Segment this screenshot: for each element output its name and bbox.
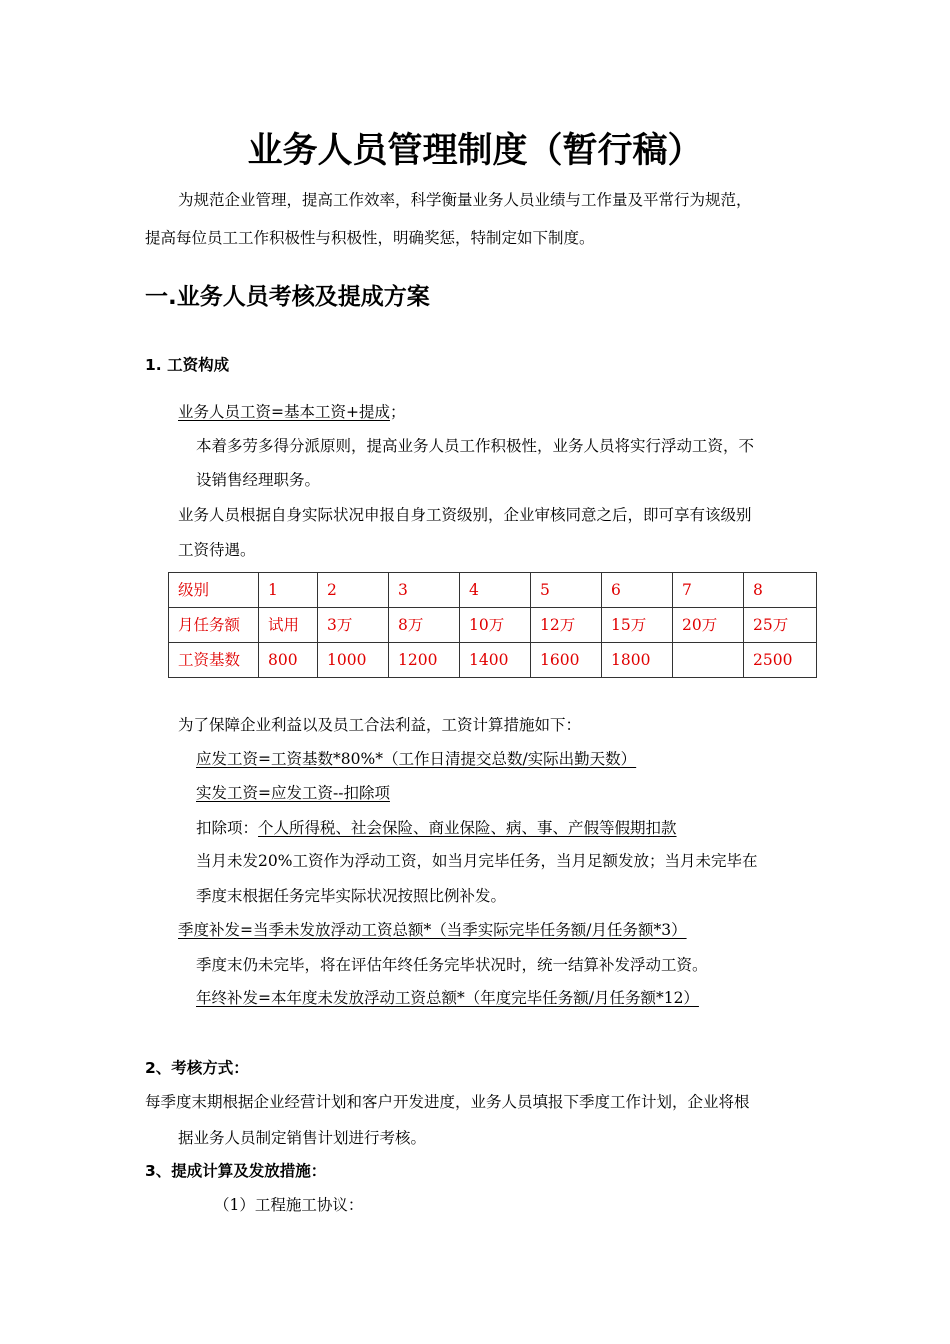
table-cell: 1600 bbox=[531, 643, 602, 678]
table-cell: 8 bbox=[744, 573, 817, 608]
wage-formula: 业务人员工资=基本工资+提成 bbox=[178, 403, 390, 421]
deduct-items: 个人所得税、社会保险、商业保险、病、事、产假等假期扣款 bbox=[258, 819, 677, 837]
assessment-line-1: 每季度末期根据企业经营计划和客户开发进度，业务人员填报下季度工作计划，企业将根 bbox=[145, 1093, 750, 1111]
table-cell: 2 bbox=[318, 573, 389, 608]
document-title: 业务人员管理制度（暂行稿） bbox=[247, 131, 703, 171]
table-cell: 1000 bbox=[318, 643, 389, 678]
float-rule-line-2: 季度末根据任务完毕实际状况按照比例补发。 bbox=[196, 887, 507, 905]
wage-level-table bbox=[168, 572, 817, 678]
quarter-note: 季度末仍未完毕，将在评估年终任务完毕状况时，统一结算补发浮动工资。 bbox=[196, 956, 708, 974]
level-apply-line-1: 业务人员根据自身实际状况申报自身工资级别，企业审核同意之后，即可享有该级别 bbox=[178, 506, 752, 524]
table-cell: 5 bbox=[531, 573, 602, 608]
section-heading: 一.业务人员考核及提成方案 bbox=[145, 284, 430, 310]
deduct-line bbox=[196, 818, 677, 838]
deduct-label: 扣除项： bbox=[196, 819, 259, 837]
assessment-line-2: 据业务人员制定销售计划进行考核。 bbox=[178, 1129, 427, 1147]
calc-lead: 为了保障企业利益以及员工合法利益，工资计算措施如下： bbox=[178, 716, 582, 734]
quarter-bonus-formula: 季度补发=当季未发放浮动工资总额*（当季实际完毕任务额/月任务额*3） bbox=[178, 921, 687, 939]
table-cell: 1200 bbox=[389, 643, 460, 678]
table-cell: 3万 bbox=[318, 608, 389, 643]
table-cell bbox=[673, 643, 744, 678]
wage-formula-punct: ； bbox=[389, 403, 406, 421]
table-cell: 10万 bbox=[460, 608, 531, 643]
table-cell: 20万 bbox=[673, 608, 744, 643]
table-cell: 25万 bbox=[744, 608, 817, 643]
gross-wage-formula: 应发工资=工资基数*80%*（工作日清提交总数/实际出勤天数） bbox=[196, 750, 637, 768]
table-cell: 级别 bbox=[169, 573, 259, 608]
table-cell: 4 bbox=[460, 573, 531, 608]
table-row-level bbox=[169, 573, 817, 608]
intro-line-2: 提高每位员工工作积极性与积极性，明确奖惩，特制定如下制度。 bbox=[145, 229, 595, 247]
intro-line-1: 为规范企业管理，提高工作效率，科学衡量业务人员业绩与工作量及平常行为规范， bbox=[178, 191, 752, 209]
sub-heading-commission: 3、提成计算及发放措施： bbox=[145, 1162, 327, 1180]
table-cell: 1 bbox=[259, 573, 318, 608]
table-cell: 工资基数 bbox=[169, 643, 259, 678]
table-cell: 800 bbox=[259, 643, 318, 678]
table-cell: 月任务额 bbox=[169, 608, 259, 643]
float-wage-line-2: 设销售经理职务。 bbox=[196, 471, 321, 489]
sub-heading-assessment: 2、考核方式： bbox=[145, 1059, 249, 1077]
table-cell: 1800 bbox=[602, 643, 673, 678]
table-cell: 7 bbox=[673, 573, 744, 608]
table-cell: 15万 bbox=[602, 608, 673, 643]
wage-formula-line bbox=[178, 402, 406, 422]
table-cell: 6 bbox=[602, 573, 673, 608]
net-wage-formula: 实发工资=应发工资--扣除项 bbox=[196, 784, 390, 802]
table-cell: 12万 bbox=[531, 608, 602, 643]
float-wage-line-1: 本着多劳多得分派原则，提高业务人员工作积极性，业务人员将实行浮动工资，不 bbox=[196, 437, 755, 455]
float-rule-line-1: 当月未发20%工资作为浮动工资，如当月完毕任务，当月足额发放；当月未完毕在 bbox=[196, 852, 758, 870]
commission-item-1: （1）工程施工协议： bbox=[214, 1196, 364, 1214]
sub-heading-wage: 1. 工资构成 bbox=[145, 356, 230, 374]
table-cell: 2500 bbox=[744, 643, 817, 678]
table-row-task bbox=[169, 608, 817, 643]
year-bonus-formula: 年终补发=本年度未发放浮动工资总额*（年度完毕任务额/月任务额*12） bbox=[196, 989, 699, 1007]
level-apply-line-2: 工资待遇。 bbox=[178, 541, 256, 559]
table-cell: 1400 bbox=[460, 643, 531, 678]
table-row-base-wage bbox=[169, 643, 817, 678]
table-cell: 3 bbox=[389, 573, 460, 608]
table-cell: 8万 bbox=[389, 608, 460, 643]
table-cell: 试用 bbox=[259, 608, 318, 643]
